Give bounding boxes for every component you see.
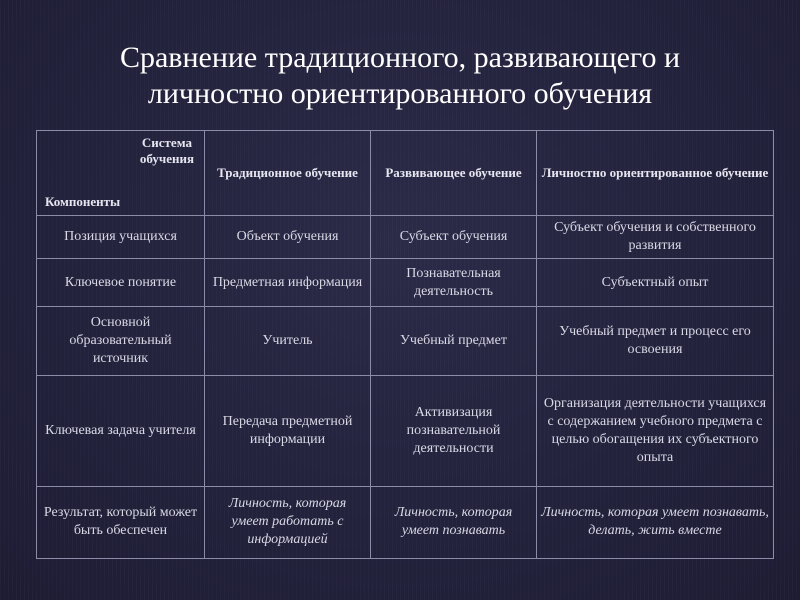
table-header-row xyxy=(37,131,774,216)
table-row xyxy=(37,375,774,486)
table-cell: Объект обучения xyxy=(205,215,371,259)
table-cell: Личность, которая умеет познавать xyxy=(371,486,537,558)
table-cell: Личность, которая умеет работать с информацией xyxy=(205,486,371,558)
table-cell: Учебный предмет и процесс его освоения xyxy=(537,307,774,375)
corner-cell xyxy=(37,131,205,216)
table-cell: Субъектный опыт xyxy=(537,259,774,307)
table-cell: Субъект обучения и собственного развития xyxy=(537,215,774,259)
table-row xyxy=(37,307,774,375)
table-cell: Учебный предмет xyxy=(371,307,537,375)
table-cell: Активизация познавательной деятельности xyxy=(371,375,537,486)
row-label: Ключевое понятие xyxy=(37,259,205,307)
row-label: Результат, который может быть обеспечен xyxy=(37,486,205,558)
header-traditional: Традиционное обучение xyxy=(205,131,371,216)
slide-title-line-2: личностно ориентированного обучения xyxy=(147,77,653,110)
slide-title xyxy=(40,40,760,112)
table-row xyxy=(37,215,774,259)
table-cell: Передача предметной информации xyxy=(205,375,371,486)
corner-system-line-2: обучения xyxy=(139,151,194,166)
table-cell: Учитель xyxy=(205,307,371,375)
table-cell: Познавательная деятельность xyxy=(371,259,537,307)
row-label: Ключевая задача учителя xyxy=(37,375,205,486)
header-personal: Личностно ориентированное обучение xyxy=(537,131,774,216)
corner-system-line-1: Система xyxy=(141,135,192,150)
table-cell: Субъект обучения xyxy=(371,215,537,259)
table-cell: Организация деятельности учащихся с содержанием учебного предмета с целью обогащения их субъектного опыта xyxy=(537,375,774,486)
table-row xyxy=(37,259,774,307)
header-developmental: Развивающее обучение xyxy=(371,131,537,216)
row-label: Основной образовательный источник xyxy=(37,307,205,375)
row-label: Позиция учащихся xyxy=(37,215,205,259)
table-cell: Личность, которая умеет познавать, делать, жить вместе xyxy=(537,486,774,558)
table-row xyxy=(37,486,774,558)
table-cell: Предметная информация xyxy=(205,259,371,307)
comparison-table xyxy=(36,130,774,559)
corner-components-label: Компоненты xyxy=(45,193,121,209)
corner-system-label xyxy=(140,135,194,167)
slide-title-line-1: Сравнение традиционного, развивающего и xyxy=(119,41,681,74)
